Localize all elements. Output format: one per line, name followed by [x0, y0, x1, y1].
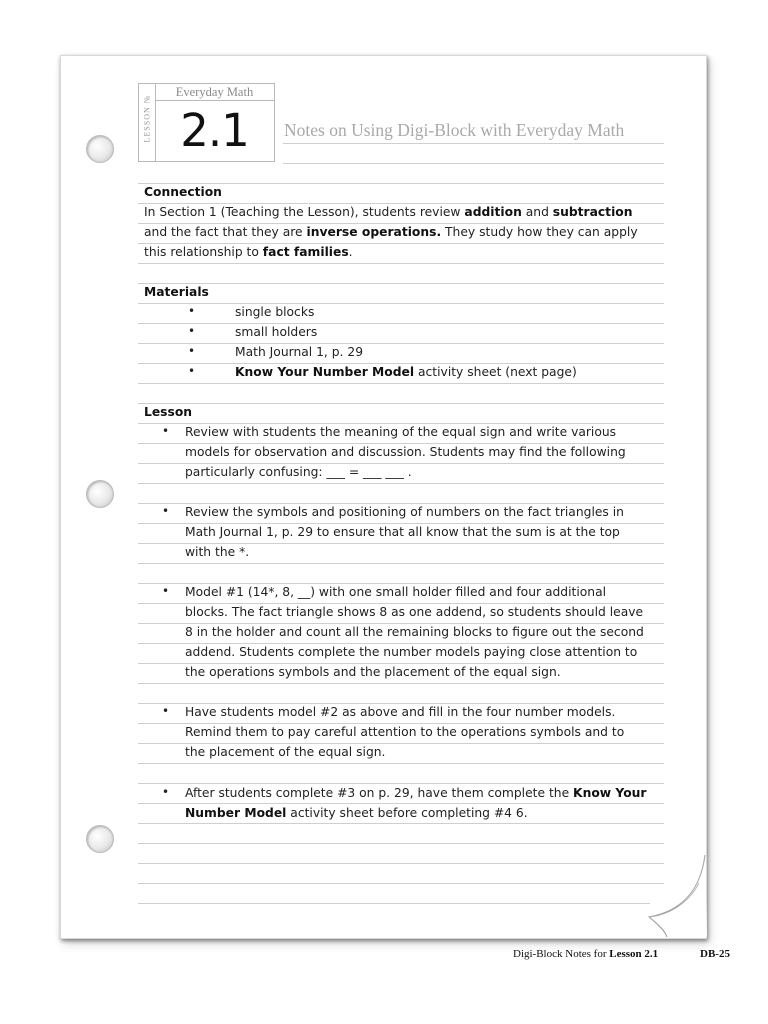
ruled-line	[138, 763, 664, 764]
lesson-bullet-2-line: Math Journal 1, p. 29 to ensure that all know that the sum is at the top	[185, 525, 620, 539]
connection-line-3: this relationship to fact families.	[144, 245, 353, 259]
title-rule	[283, 143, 664, 144]
page-curl	[645, 855, 707, 937]
ruled-line	[138, 823, 664, 824]
ruled-line	[138, 323, 664, 324]
connection-line-2: and the fact that they are inverse operations. They study how they can apply	[144, 225, 638, 239]
bullet: •	[162, 584, 170, 598]
series-label: Everyday Math	[155, 84, 274, 101]
lesson-bullet-1-line: particularly confusing: ___ = ___ ___ .	[185, 465, 412, 479]
lesson-bullet-4-line: Remind them to pay careful attention to the operations symbols and to	[185, 725, 625, 739]
page-title: Notes on Using Digi-Block with Everyday Math	[284, 120, 625, 140]
lesson-bullet-3-line: 8 in the holder and count all the remaining blocks to figure out the second	[185, 625, 644, 639]
lesson-number-box	[138, 83, 275, 162]
materials-item: single blocks	[235, 305, 315, 319]
ruled-line	[138, 883, 664, 884]
connection-heading: Connection	[144, 185, 222, 199]
lesson-label: LESSON №	[142, 94, 152, 143]
lesson-bullet-5-line: After students complete #3 on p. 29, have them complete the Know Your	[185, 786, 647, 800]
lesson-bullet-3-line: addend. Students complete the number models paying close attention to	[185, 645, 638, 659]
materials-item: Math Journal 1, p. 29	[235, 345, 364, 359]
ruled-line	[138, 383, 664, 384]
footer-caption: Digi-Block Notes for Lesson 2.1	[513, 948, 659, 960]
lesson-bullet-5-line: Number Model activity sheet before completing #4 6.	[185, 806, 528, 820]
ruled-line	[138, 783, 664, 784]
ruled-line	[138, 563, 664, 564]
lesson-bullet-3-line: Model #1 (14*, 8, __) with one small holder filled and four additional	[185, 585, 607, 599]
ruled-line	[138, 303, 664, 304]
materials-heading: Materials	[144, 285, 209, 299]
bullet: •	[162, 424, 170, 438]
lesson-bullet-3-line: blocks. The fact triangle shows 8 as one addend, so students should leave	[185, 605, 644, 619]
lesson-bullet-3-line: the operations symbols and the placement of the equal sign.	[185, 665, 561, 679]
ruled-line	[138, 843, 664, 844]
materials-item: Know Your Number Model activity sheet (next page)	[235, 365, 577, 379]
lesson-bullet-1-line: Review with students the meaning of the equal sign and write various	[185, 425, 617, 439]
binder-hole-middle	[86, 480, 114, 508]
bullet: •	[188, 364, 196, 378]
bullet: •	[188, 304, 196, 318]
ruled-line	[138, 283, 664, 284]
lesson-bullet-4-line: the placement of the equal sign.	[185, 745, 386, 759]
bullet: •	[188, 324, 196, 338]
bullet: •	[162, 785, 170, 799]
page-number: DB-25	[700, 948, 730, 960]
lesson-bullet-4-line: Have students model #2 as above and fill in the four number models.	[185, 705, 616, 719]
ruled-line	[138, 343, 664, 344]
lesson-bullet-2-line: with the *.	[185, 545, 250, 559]
ruled-line	[138, 683, 664, 684]
connection-line-1: In Section 1 (Teaching the Lesson), students review addition and subtraction	[144, 205, 633, 219]
lesson-number: 2.1	[180, 104, 249, 157]
lesson-bullet-1-line: models for observation and discussion. Students may find the following	[185, 445, 626, 459]
ruled-line	[138, 803, 664, 804]
ruled-line	[138, 483, 664, 484]
ruled-line	[138, 903, 650, 904]
materials-item: small holders	[235, 325, 318, 339]
lesson-heading: Lesson	[144, 405, 193, 419]
bullet: •	[162, 704, 170, 718]
ruled-line	[138, 403, 664, 404]
binder-hole-top	[86, 135, 114, 163]
lesson-bullet-2-line: Review the symbols and positioning of numbers on the fact triangles in	[185, 505, 624, 519]
binder-hole-bottom	[86, 825, 114, 853]
ruled-line	[138, 263, 664, 264]
bullet: •	[188, 344, 196, 358]
title-rule	[283, 163, 664, 164]
bullet: •	[162, 504, 170, 518]
ruled-line	[138, 863, 664, 864]
